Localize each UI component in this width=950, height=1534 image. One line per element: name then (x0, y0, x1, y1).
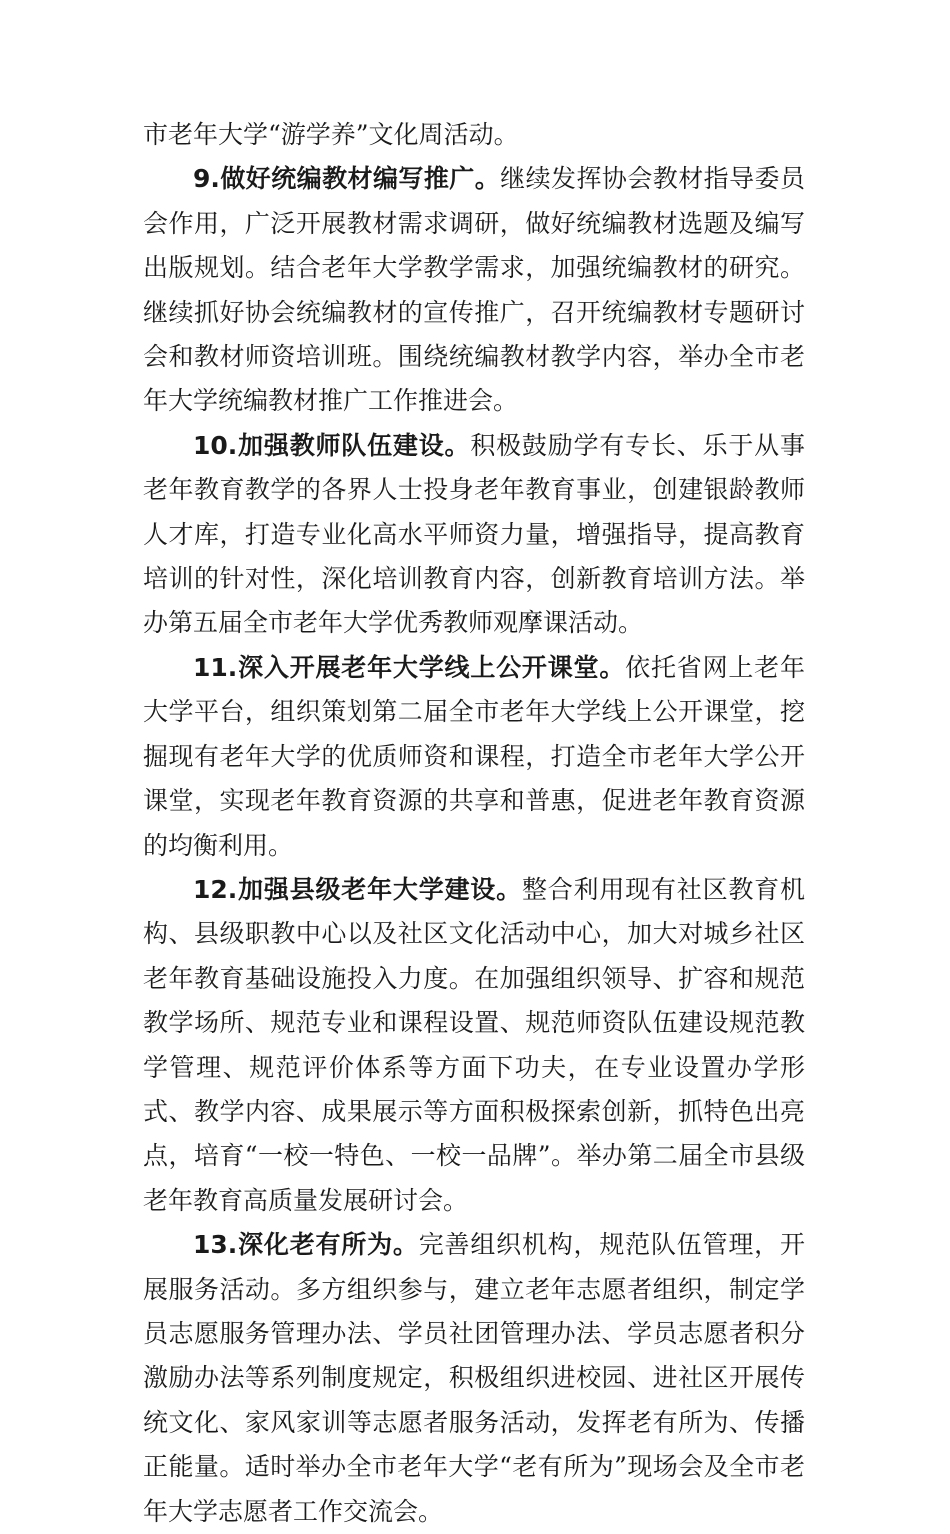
paragraph-body: 市老年大学“游学养”文化周活动。 (143, 120, 519, 149)
document-body (143, 113, 805, 1534)
paragraph-heading: 9.做好统编教材编写推广。 (193, 164, 501, 194)
paragraph-body: 依托省网上老年大学平台，组织策划第二届全市老年大学线上公开课堂，挖掘现有老年大学的优质师资和课程，打造全市老年大学公开课堂，实现老年教育资源的共享和普惠，促进老年教育资源的均衡利用。 (143, 652, 805, 860)
paragraph-item-10 (143, 424, 805, 646)
paragraph-heading: 12.加强县级老年大学建设。 (193, 874, 522, 904)
paragraph-heading: 10.加强教师队伍建设。 (193, 430, 471, 460)
paragraph-body: 整合利用现有社区教育机构、县级职教中心以及社区文化活动中心，加大对城乡社区老年教育基础设施投入力度。在加强组织领导、扩容和规范教学场所、规范专业和课程设置、规范师资队伍建设规范教学管理、规范评价体系等方面下功夫，在专业设置办学形式、教学内容、成果展示等方面积极探索创新，抓特色出亮点，培育“一校一特色、一校一品牌”。举办第二届全市县级老年教育高质量发展研讨会。 (143, 874, 805, 1215)
paragraph-body: 继续发挥协会教材指导委员会作用，广泛开展教材需求调研，做好统编教材选题及编写出版规划。结合老年大学教学需求，加强统编教材的研究。继续抓好协会统编教材的宣传推广，召开统编教材专题研讨会和教材师资培训班。围绕统编教材教学内容，举办全市老年大学统编教材推广工作推进会。 (143, 164, 805, 416)
paragraph-item-11 (143, 646, 805, 868)
paragraph-item-9 (143, 157, 805, 423)
paragraph-item-12 (143, 868, 805, 1223)
paragraph-item-13 (143, 1223, 805, 1534)
paragraph-heading: 13.深化老有所为。 (193, 1230, 419, 1260)
paragraph-body: 积极鼓励学有专长、乐于从事老年教育教学的各界人士投身老年教育事业，创建银龄教师人才库，打造专业化高水平师资力量，增强指导，提高教育培训的针对性，深化培训教育内容，创新教育培训方法。举办第五届全市老年大学优秀教师观摩课活动。 (143, 430, 805, 638)
paragraph-continuation (143, 113, 805, 157)
paragraph-heading: 11.深入开展老年大学线上公开课堂。 (193, 652, 626, 682)
paragraph-body: 完善组织机构，规范队伍管理，开展服务活动。多方组织参与，建立老年志愿者组织，制定学员志愿服务管理办法、学员社团管理办法、学员志愿者积分激励办法等系列制度规定，积极组织进校园、进社区开展传统文化、家风家训等志愿者服务活动，发挥老有所为、传播正能量。适时举办全市老年大学“老有所为”现场会及全市老年大学志愿者工作交流会。 (143, 1230, 805, 1526)
